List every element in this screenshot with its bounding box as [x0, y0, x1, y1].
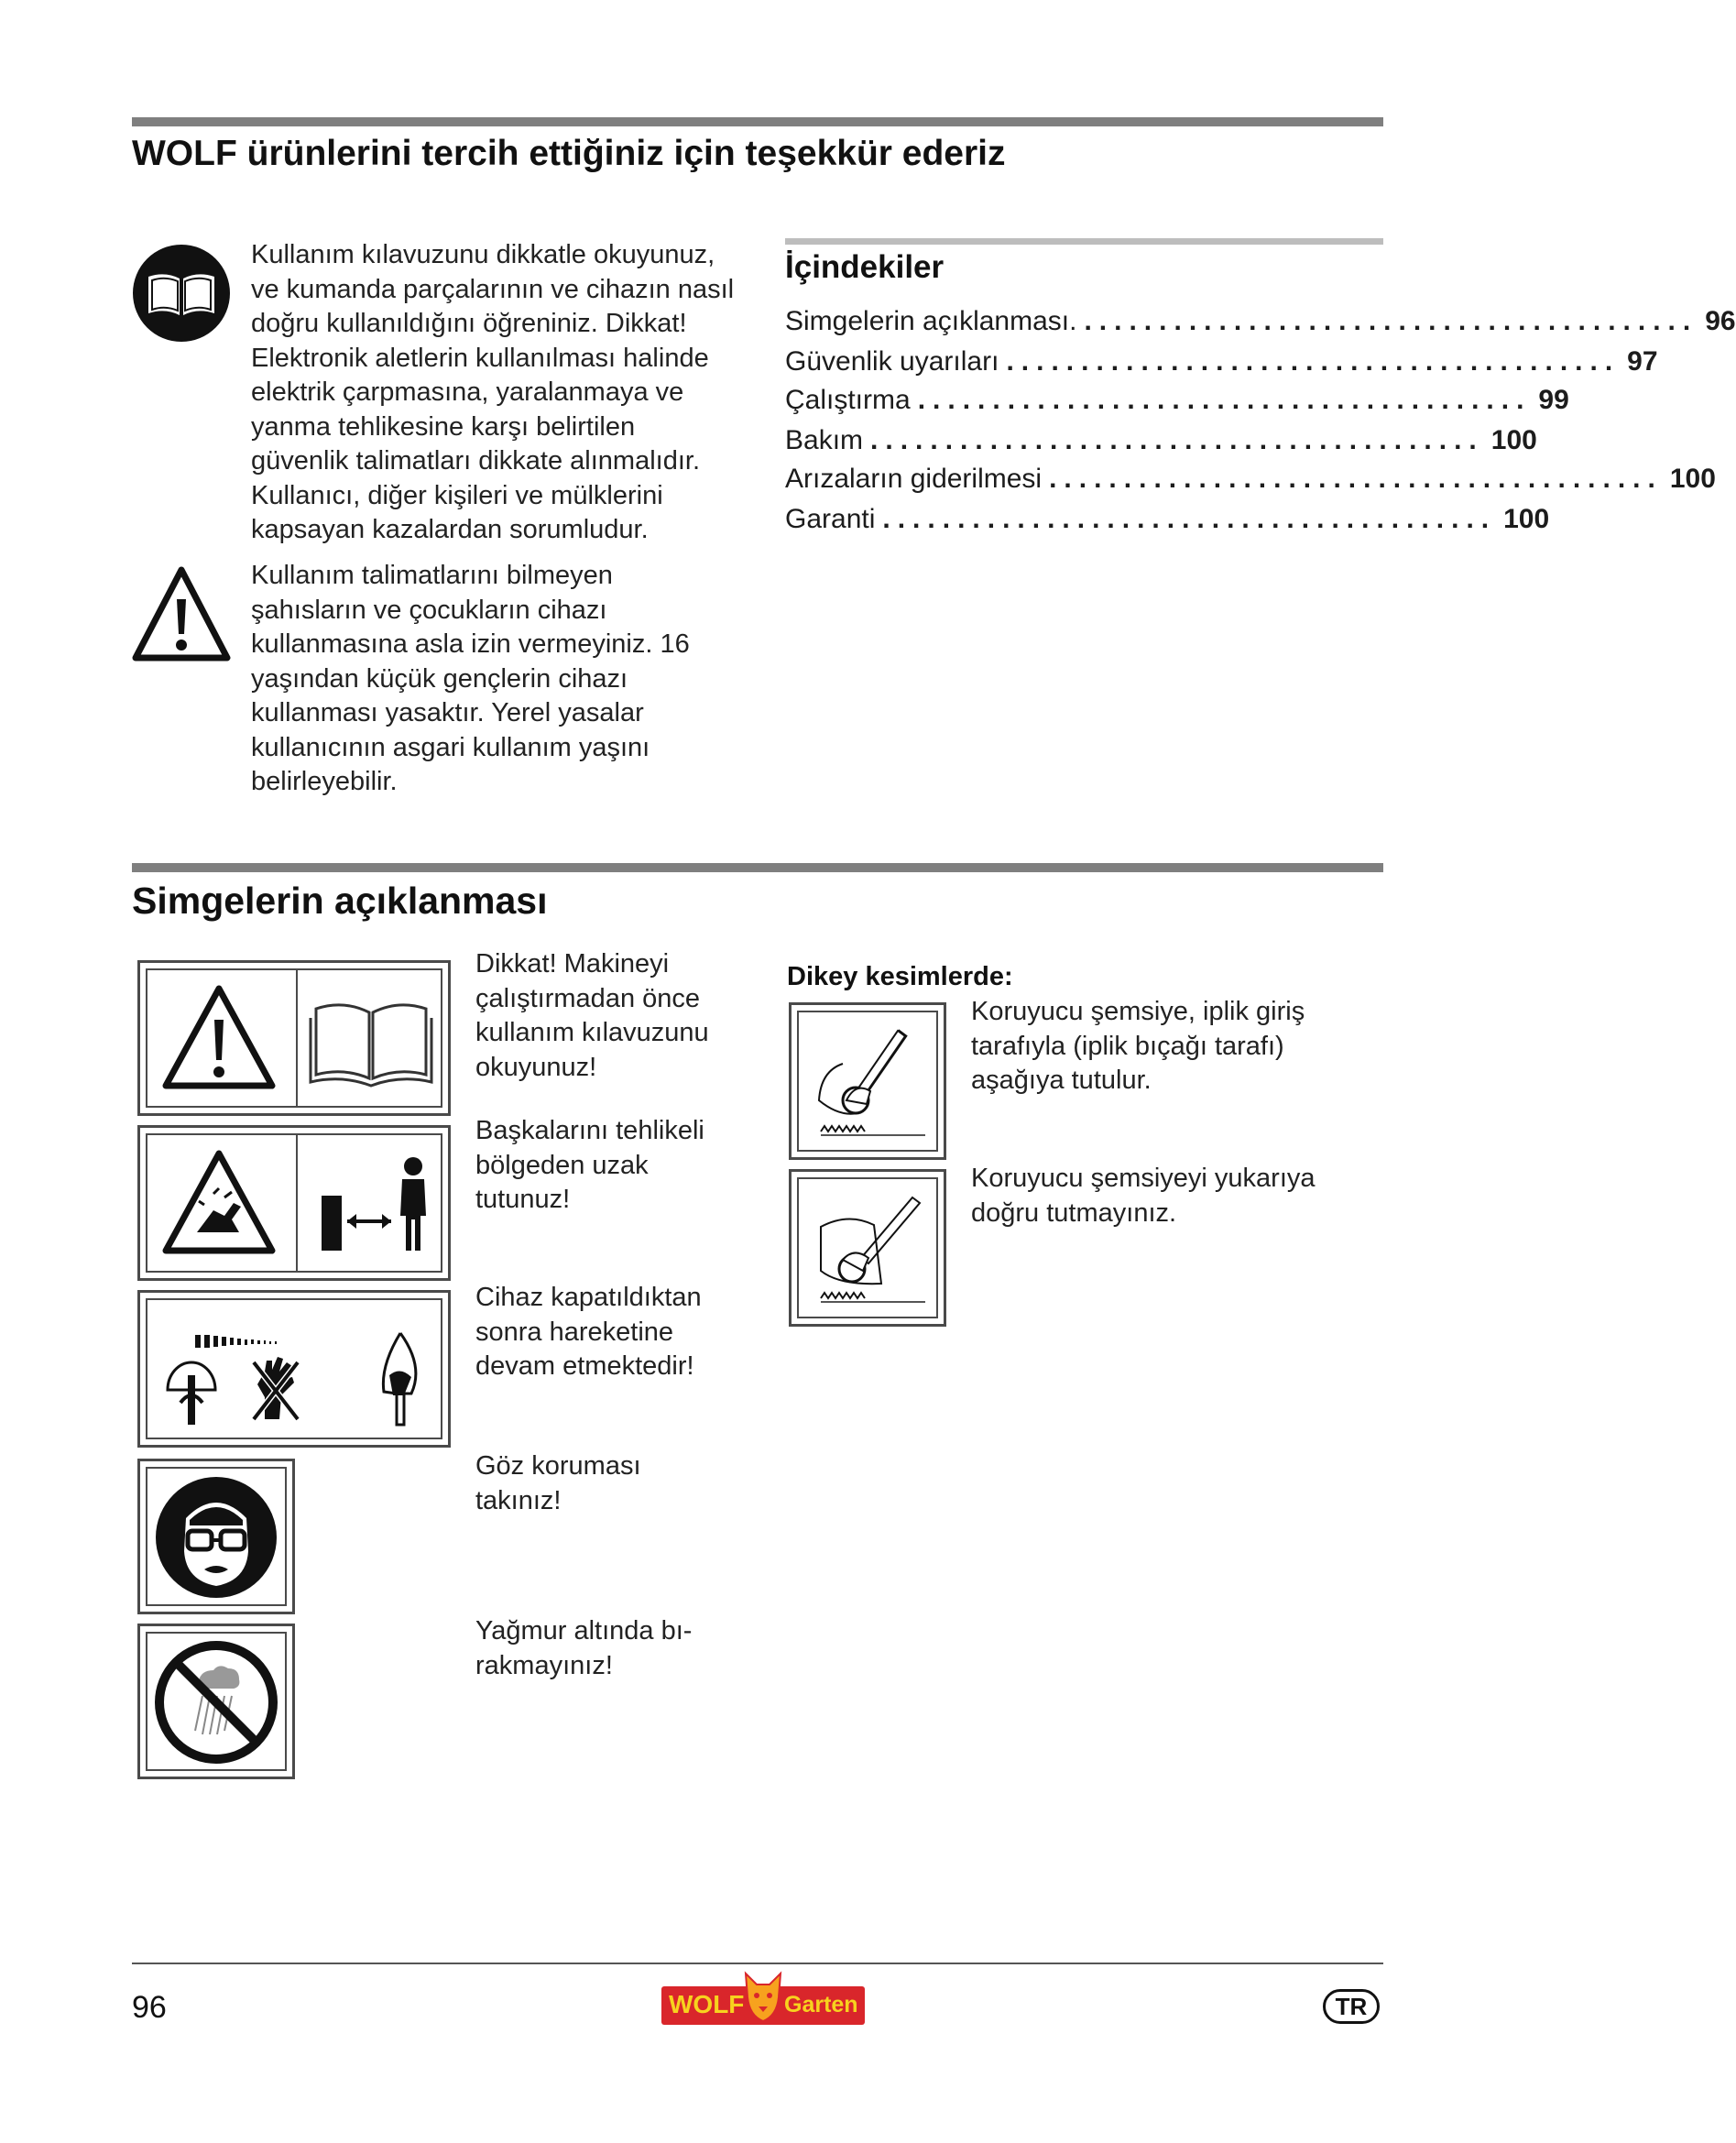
text-line: sonra hareketine	[475, 1317, 674, 1347]
text-line: elektrik çarpmasına, yaralanmaya ve	[251, 377, 684, 407]
text-line: devam etmektedir!	[475, 1351, 694, 1381]
section-title: Simgelerin açıklanması	[132, 880, 548, 922]
header-rule	[132, 117, 1383, 126]
trimmer-guard-down-icon	[802, 1016, 933, 1146]
warning-icon	[132, 564, 231, 665]
text-line: belirleyebilir.	[251, 767, 398, 796]
toc-page: 100	[1503, 504, 1550, 534]
text-line: Elektronik aletlerin kullanılması halinde	[251, 343, 709, 373]
toc-page: 97	[1627, 346, 1658, 377]
toc-label: Garanti	[785, 504, 876, 534]
page-title: WOLF ürünlerini tercih ettiğiniz için teşekkür ederiz	[132, 134, 1006, 173]
brand-logo	[661, 1970, 865, 2030]
text-line: okuyunuz!	[475, 1052, 597, 1082]
text-line: bölgeden uzak	[475, 1150, 649, 1180]
toc-label: Bakım	[785, 425, 864, 455]
symbol-text	[475, 1449, 750, 1518]
symbol-no-rain	[137, 1624, 295, 1779]
wolf-head-icon	[742, 1970, 784, 2023]
toc-label: Simgelerin açıklanması.	[785, 306, 1077, 336]
symbol-text	[475, 1281, 750, 1384]
book-icon	[132, 244, 231, 343]
section-rule	[132, 863, 1383, 872]
toc-title: İçindekiler	[785, 249, 944, 285]
text-line: güvenlik talimatları dikkate alınmalıdır.	[251, 446, 700, 476]
toc-page: 100	[1490, 425, 1537, 455]
toc-page: 100	[1669, 464, 1716, 494]
text-line: Koruyucu şemsiye, iplik giriş	[971, 997, 1305, 1026]
text-line: Yağmur altında bı-	[475, 1616, 693, 1646]
toc-rule	[785, 238, 1383, 245]
rotating-head-icon	[158, 1311, 435, 1430]
logo-left-text: WOLF	[669, 1990, 745, 2018]
text-line: kullanmasına asla izin vermeyiniz. 16	[251, 629, 690, 659]
person-distance-icon	[307, 1148, 435, 1262]
text-line: Kullanım talimatlarını bilmeyen	[251, 561, 613, 590]
symbol-text	[475, 1114, 750, 1218]
text-line: yaşından küçük gençlerin cihazı	[251, 663, 628, 694]
toc-item[interactable]	[785, 425, 1537, 456]
toc-item[interactable]	[785, 346, 1658, 377]
text-line: doğru kullanıldığını öğreniniz. Dikkat!	[251, 309, 687, 338]
toc-leader: .........................................	[882, 504, 1497, 534]
toc-leader: .........................................	[917, 385, 1532, 415]
symbol-keep-distance	[137, 1125, 451, 1281]
toc-leader: .........................................	[1006, 346, 1621, 377]
text-line: kullanım kılavuzunu	[475, 1018, 709, 1047]
symbol-guard-down	[789, 1002, 946, 1160]
toc-page: 96	[1705, 306, 1736, 336]
logo-right-text: Garten	[784, 1992, 858, 2017]
text-line: Kullanım kılavuzunu dikkatle okuyunuz,	[251, 240, 715, 269]
toc-page: 99	[1538, 385, 1569, 415]
toc-leader: .........................................	[1084, 306, 1698, 336]
text-line: Göz koruması	[475, 1451, 641, 1481]
language-badge: TR	[1323, 1989, 1380, 2024]
no-rain-icon	[153, 1639, 279, 1766]
symbol-text	[475, 947, 750, 1085]
toc-label: Çalıştırma	[785, 385, 911, 415]
trimmer-guard-up-icon	[802, 1183, 933, 1313]
book-icon	[307, 990, 435, 1089]
toc-label: Güvenlik uyarıları	[785, 346, 999, 377]
text-line: Koruyucu şemsiyeyi yukarıya	[971, 1164, 1316, 1193]
symbol-eye-protection	[137, 1459, 295, 1614]
symbol-text	[475, 1614, 750, 1683]
intro-paragraph-2	[251, 559, 746, 800]
text-line: kullanması yasaktır. Yerel yasalar	[251, 698, 644, 727]
footer-rule	[132, 1963, 1383, 1964]
text-line: doğru tutmayınız.	[971, 1197, 1177, 1228]
toc-label: Arızaların giderilmesi	[785, 464, 1043, 494]
text-line: şahısların ve çocukların cihazı	[251, 595, 607, 625]
thrown-objects-icon	[160, 1148, 278, 1258]
text-line: çalıştırmadan önce	[475, 983, 701, 1013]
toc-leader: .........................................	[870, 425, 1484, 455]
text-line: kullanıcının asgari kullanım yaşını	[251, 732, 650, 762]
text-line: aşağıya tutulur.	[971, 1066, 1152, 1095]
symbol-run-down	[137, 1290, 451, 1448]
vertical-heading: Dikey kesimlerde:	[787, 962, 1013, 991]
symbol-guard-up	[789, 1169, 946, 1327]
symbol-read-manual	[137, 960, 451, 1116]
text-line: ve kumanda parçalarının ve cihazın nasıl	[251, 274, 735, 304]
toc-item[interactable]	[785, 306, 1736, 337]
text-line: Başkalarını tehlikeli	[475, 1116, 704, 1145]
toc-item[interactable]	[785, 504, 1550, 535]
goggles-icon	[153, 1474, 279, 1601]
symbol-text	[971, 1162, 1374, 1230]
text-line: Cihaz kapatıldıktan	[475, 1283, 702, 1312]
intro-paragraph-1	[251, 238, 746, 548]
toc-leader: .........................................	[1049, 464, 1663, 494]
text-line: tarafıyla (iplik bıçağı tarafı)	[971, 1031, 1284, 1061]
text-line: Kullanıcı, diğer kişileri ve mülklerini	[251, 480, 663, 510]
text-line: yanma tehlikesine karşı belirtilen	[251, 411, 636, 442]
text-line: tutunuz!	[475, 1185, 571, 1214]
text-line: rakmayınız!	[475, 1650, 613, 1680]
toc-item[interactable]	[785, 464, 1716, 495]
symbol-text	[971, 995, 1374, 1099]
toc-item[interactable]	[785, 385, 1569, 416]
warning-icon	[160, 983, 278, 1093]
page-number: 96	[132, 1990, 167, 2025]
text-line: takınız!	[475, 1485, 562, 1515]
text-line: Dikkat! Makineyi	[475, 949, 670, 979]
text-line: kapsayan kazalardan sorumludur.	[251, 515, 649, 544]
